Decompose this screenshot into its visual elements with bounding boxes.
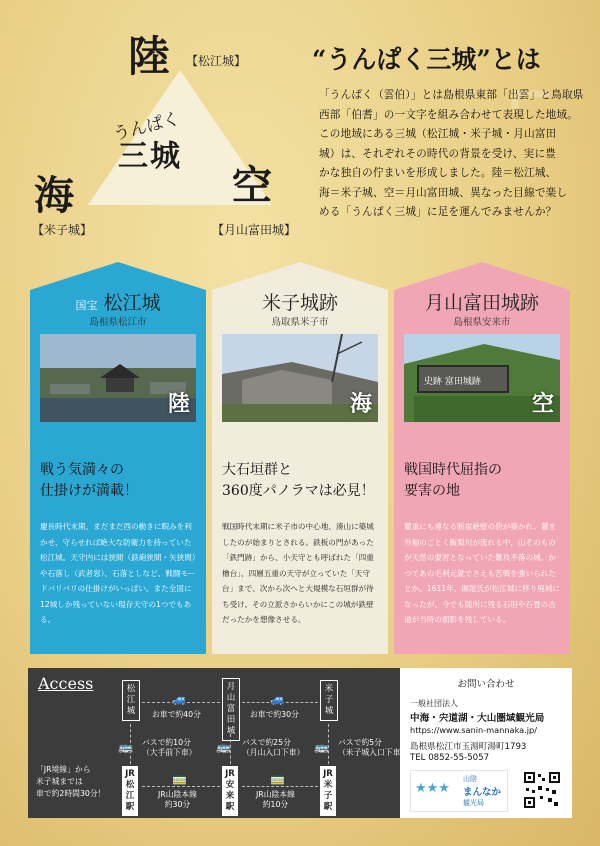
train-time: 約10分 <box>262 800 289 809</box>
intro-line: 城）は、それぞれその時代の背景を受け、実に豊 <box>319 147 557 160</box>
note-line: 米子城までは <box>36 777 83 786</box>
card-matsue <box>30 262 206 654</box>
car-icon: 🚙 <box>172 692 187 706</box>
umi-castle-label: 【米子城】 <box>32 223 93 237</box>
access-title: Access <box>38 674 94 693</box>
catch-line: 戦国時代屈指の <box>404 462 502 478</box>
logo-hiragana: うんぱく <box>111 108 183 145</box>
riku-kanji: 陸 <box>128 32 171 81</box>
bus-time-label <box>242 738 304 758</box>
station-jr-matsue: JR松江駅 <box>122 766 138 816</box>
riku-castle-label: 【松江城】 <box>186 54 247 68</box>
card-body: 戦国時代末期に米子市の中心地、湊山に築城したのが始まりとされる。鉄板の門があった「鉄門跡」から、小天守とも呼ばれた「四重櫓台」、四層五重の天守が立っていた「天守台」まで、次から次へと大規模な石垣群が待ち受け、その立派さからいかにこの城が鉄壁だったかを想像させる。 <box>222 522 374 624</box>
intro-line: 「うんぱく（雲伯）」とは島根県東部「出雲」と鳥取県 <box>319 89 584 101</box>
station-jr-yonago: JR米子駅 <box>320 766 336 816</box>
note-line: 「JR境線」から <box>36 765 91 774</box>
intro-line: 海＝米子城、空＝月山富田城、異なった目線で楽し <box>319 186 568 199</box>
intro-line: かな独自の佇まいを形成しました。陸＝松江城、 <box>319 167 557 179</box>
train-route-line <box>242 786 318 787</box>
logo-text: 観光局 <box>463 799 484 807</box>
card-location: 鳥取県米子市 <box>271 317 329 328</box>
car-time-label: お車で約40分 <box>152 710 201 719</box>
access-note <box>36 764 105 800</box>
station-gassan-toda: 月山富田城 <box>222 678 240 741</box>
org-type: 一般社団法人 <box>410 699 458 708</box>
bus-time-label <box>338 738 408 758</box>
catch-line: 戦う気満々の <box>40 462 124 478</box>
sora-kanji: 空 <box>232 163 272 209</box>
card-catch <box>222 460 382 502</box>
bus-time: バスで約25分 <box>242 738 291 747</box>
catch-line: 仕掛けが満載！ <box>40 483 138 499</box>
what-title: “うんぱく三城”とは <box>312 45 541 74</box>
umi-kanji: 海 <box>34 173 74 219</box>
photo-tag: 空 <box>531 392 554 417</box>
catch-line: 360度パノラマは必見！ <box>222 483 375 499</box>
bus-stop: （米子城入口下車） <box>338 748 409 757</box>
bus-icon: 🚌 <box>216 740 231 754</box>
contact-heading: お問い合わせ <box>457 679 515 690</box>
card-catch <box>40 460 200 502</box>
qr-code[interactable] <box>522 770 562 810</box>
card-title: 月山富田城跡 <box>424 292 539 314</box>
bus-stop: （月山入口下車） <box>242 748 305 757</box>
sora-castle-label: 【月山富田城】 <box>212 223 297 237</box>
card-body: 麓重にも連なる断崖絶壁の砦が築かれ、麓を外堀のごとく飯梨川が流れる中、山そのものが天然の要害となっていた難攻不落の城。かつてあの毛利元就でさえも苦戦を強いられたとか。1611年、堀尾氏が松江城に移り廃城になったが、今でも随所に残る石垣や石畳の古道が当時の面影を残している。 <box>404 522 561 624</box>
car-time-label: お車で約30分 <box>250 710 299 719</box>
train-icon: 🚃 <box>172 772 187 786</box>
bus-time: バスで約10分 <box>142 738 191 747</box>
photo-matsue-castle <box>40 334 196 422</box>
catch-line: 要害の地 <box>404 483 460 499</box>
intro-line: 西部「伯耆」の一文字を組み合わせて表現した地域。 <box>319 108 579 121</box>
intro-line: める「うんぱく三城」に足を運んでみませんか？ <box>319 206 557 218</box>
mannaka-logo <box>410 770 508 812</box>
org-name: 中海・宍道湖・大山圏域観光局 <box>410 713 545 724</box>
contact-panel <box>400 668 572 818</box>
org-tel: TEL 0852-55-5057 <box>410 753 490 763</box>
photo-tag: 海 <box>349 392 372 417</box>
bus-time-label <box>142 738 197 758</box>
card-prefix: 国宝 <box>75 299 98 312</box>
stars-icon: ★★★ <box>415 781 450 796</box>
train-line: JR山陰本線 <box>256 790 295 799</box>
train-time-label <box>158 790 197 810</box>
catch-line: 大石垣群と <box>222 462 292 478</box>
org-url[interactable]: https://www.sanin-mannaka.jp/ <box>410 725 538 735</box>
photo-gassan-toda <box>404 334 560 422</box>
train-time-label <box>256 790 295 810</box>
bus-icon: 🚌 <box>118 740 133 754</box>
bus-time: バスで約5分 <box>338 738 382 747</box>
bus-icon: 🚌 <box>314 740 329 754</box>
card-yonago <box>212 262 388 654</box>
photo-yonago-castle <box>222 334 378 422</box>
card-title-text: 松江城 <box>103 292 161 314</box>
intro-text <box>319 86 589 223</box>
card-gassan-toda <box>394 262 570 654</box>
logo-text: 山陰 <box>463 775 477 783</box>
access-map <box>28 668 409 818</box>
train-line: JR山陰本線 <box>158 790 197 799</box>
train-time: 約30分 <box>164 800 191 809</box>
logo-text: まんなか <box>463 787 502 798</box>
logo-sanjo: 三城 <box>118 139 182 174</box>
org-address: 島根県松江市玉湯町湯町1793 <box>410 742 527 752</box>
bus-stop: （大手前下車） <box>142 748 197 757</box>
card-location: 島根県松江市 <box>89 317 147 328</box>
card-catch <box>404 460 564 502</box>
card-location: 島根県安来市 <box>453 317 511 328</box>
card-title <box>30 288 206 315</box>
station-matsue-castle: 松江城 <box>122 680 140 721</box>
train-route-line <box>142 786 220 787</box>
car-icon: 🚙 <box>270 692 285 706</box>
train-icon: 🚃 <box>270 772 285 786</box>
card-title: 米子城跡 <box>261 292 338 314</box>
watermark-shape: ⌐ <box>505 62 556 132</box>
photo-tag: 陸 <box>167 392 190 417</box>
intro-line: この地域にある三城（松江城・米子城・月山富田 <box>319 128 557 140</box>
photo-sign-text: 史跡 富田城跡 <box>424 377 481 387</box>
card-body: 慶長時代末期、まだまだ西の動きに睨みを利かせ、守らせれば絶大な防衛力を持っていた松江城。天守内には狭間（鉄砲狭間・矢狭間）や石落し（武者窓）、石落としなど、戦闘モードバリバリの仕掛けがいっぱい。また全国に12城しか残っていない現存天守の1つでもある。 <box>40 522 196 624</box>
note-line: 車で約2時間30分！ <box>36 789 106 798</box>
station-jr-yasugi: JR安来駅 <box>222 766 238 816</box>
station-yonago-castle: 米子城 <box>320 680 338 721</box>
access-section <box>28 668 572 818</box>
